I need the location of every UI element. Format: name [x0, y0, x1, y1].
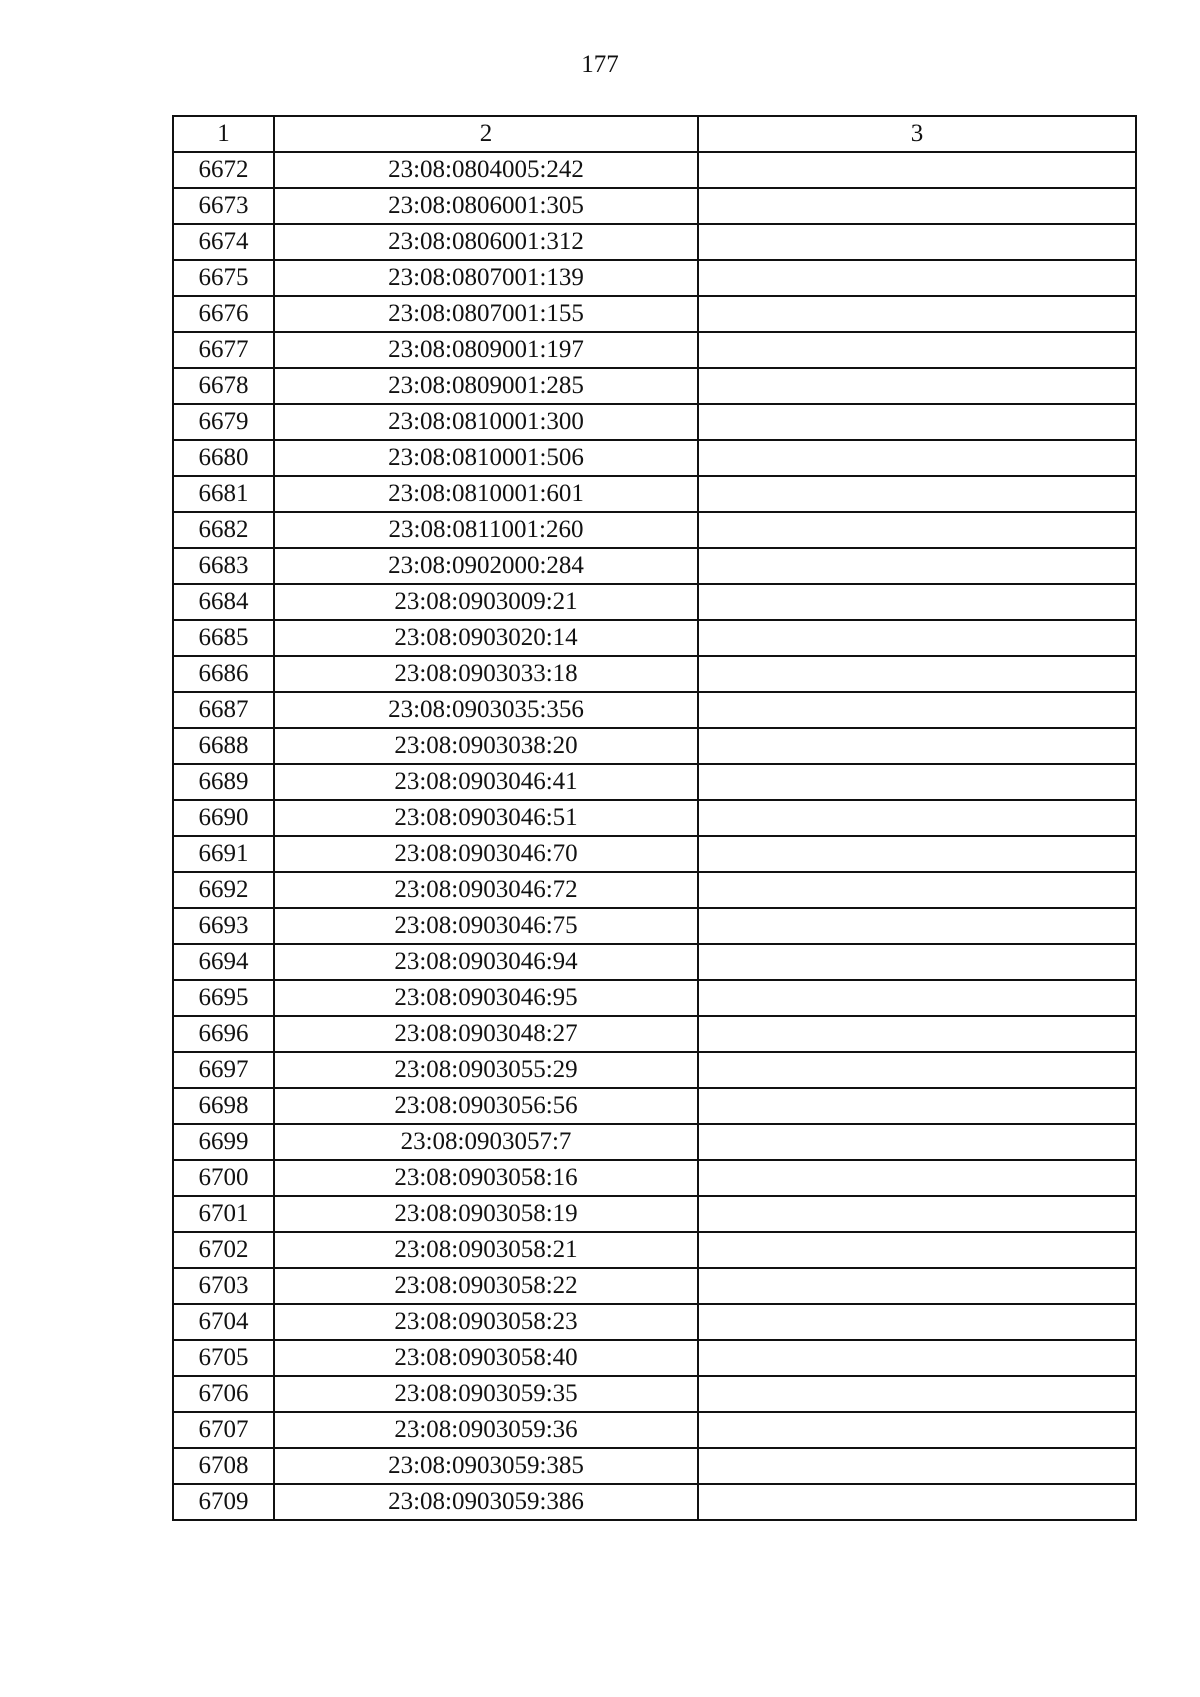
table-row — [173, 1160, 1136, 1196]
table-row — [173, 944, 1136, 980]
cadastral-number-cell: 23:08:0903020:14 — [274, 620, 698, 656]
table-row — [173, 476, 1136, 512]
note-cell — [698, 1124, 1136, 1160]
row-number-cell: 6696 — [173, 1016, 274, 1052]
row-number-cell: 6706 — [173, 1376, 274, 1412]
row-number-cell: 6676 — [173, 296, 274, 332]
note-cell — [698, 1232, 1136, 1268]
table-row — [173, 1376, 1136, 1412]
note-cell — [698, 800, 1136, 836]
note-cell — [698, 1052, 1136, 1088]
note-cell — [698, 476, 1136, 512]
cadastral-number-cell: 23:08:0903048:27 — [274, 1016, 698, 1052]
table-row — [173, 836, 1136, 872]
table-row — [173, 1232, 1136, 1268]
note-cell — [698, 1412, 1136, 1448]
cadastral-number-cell: 23:08:0903059:386 — [274, 1484, 698, 1520]
table-row — [173, 980, 1136, 1016]
cadastral-number-cell: 23:08:0903046:51 — [274, 800, 698, 836]
table-row — [173, 296, 1136, 332]
cadastral-number-cell: 23:08:0903059:385 — [274, 1448, 698, 1484]
row-number-cell: 6672 — [173, 152, 274, 188]
table-row — [173, 368, 1136, 404]
table-row — [173, 656, 1136, 692]
row-number-cell: 6683 — [173, 548, 274, 584]
table-row — [173, 1196, 1136, 1232]
table-row — [173, 800, 1136, 836]
row-number-cell: 6687 — [173, 692, 274, 728]
note-cell — [698, 656, 1136, 692]
row-number-cell: 6688 — [173, 728, 274, 764]
table-row — [173, 188, 1136, 224]
table-header-row — [173, 116, 1136, 152]
register-table — [172, 115, 1137, 1521]
note-cell — [698, 1196, 1136, 1232]
cadastral-number-cell: 23:08:0903046:70 — [274, 836, 698, 872]
cadastral-number-cell: 23:08:0903038:20 — [274, 728, 698, 764]
row-number-cell: 6692 — [173, 872, 274, 908]
note-cell — [698, 440, 1136, 476]
table-row — [173, 1304, 1136, 1340]
column-header-3: 3 — [698, 116, 1136, 152]
table-row — [173, 764, 1136, 800]
note-cell — [698, 152, 1136, 188]
table-row — [173, 1052, 1136, 1088]
row-number-cell: 6680 — [173, 440, 274, 476]
row-number-cell: 6703 — [173, 1268, 274, 1304]
row-number-cell: 6702 — [173, 1232, 274, 1268]
row-number-cell: 6708 — [173, 1448, 274, 1484]
cadastral-number-cell: 23:08:0903055:29 — [274, 1052, 698, 1088]
note-cell — [698, 584, 1136, 620]
cadastral-number-cell: 23:08:0903046:72 — [274, 872, 698, 908]
note-cell — [698, 548, 1136, 584]
table-row — [173, 1268, 1136, 1304]
row-number-cell: 6694 — [173, 944, 274, 980]
cadastral-number-cell: 23:08:0903058:16 — [274, 1160, 698, 1196]
row-number-cell: 6691 — [173, 836, 274, 872]
row-number-cell: 6693 — [173, 908, 274, 944]
note-cell — [698, 1484, 1136, 1520]
note-cell — [698, 980, 1136, 1016]
table-row — [173, 1016, 1136, 1052]
table-row — [173, 584, 1136, 620]
cadastral-number-cell: 23:08:0902000:284 — [274, 548, 698, 584]
table-row — [173, 332, 1136, 368]
note-cell — [698, 944, 1136, 980]
cadastral-number-cell: 23:08:0903058:19 — [274, 1196, 698, 1232]
table-row — [173, 872, 1136, 908]
cadastral-number-cell: 23:08:0903009:21 — [274, 584, 698, 620]
cadastral-number-cell: 23:08:0811001:260 — [274, 512, 698, 548]
cadastral-number-cell: 23:08:0810001:601 — [274, 476, 698, 512]
note-cell — [698, 728, 1136, 764]
cadastral-number-cell: 23:08:0903059:35 — [274, 1376, 698, 1412]
table-row — [173, 1124, 1136, 1160]
row-number-cell: 6674 — [173, 224, 274, 260]
cadastral-number-cell: 23:08:0903046:75 — [274, 908, 698, 944]
row-number-cell: 6678 — [173, 368, 274, 404]
table-row — [173, 440, 1136, 476]
note-cell — [698, 404, 1136, 440]
note-cell — [698, 512, 1136, 548]
cadastral-number-cell: 23:08:0903056:56 — [274, 1088, 698, 1124]
table-row — [173, 512, 1136, 548]
note-cell — [698, 1304, 1136, 1340]
register-table-container — [172, 115, 1135, 1521]
note-cell — [698, 1376, 1136, 1412]
table-row — [173, 260, 1136, 296]
row-number-cell: 6699 — [173, 1124, 274, 1160]
note-cell — [698, 296, 1136, 332]
note-cell — [698, 1448, 1136, 1484]
note-cell — [698, 872, 1136, 908]
cadastral-number-cell: 23:08:0806001:312 — [274, 224, 698, 260]
table-row — [173, 1340, 1136, 1376]
table-row — [173, 224, 1136, 260]
cadastral-number-cell: 23:08:0810001:300 — [274, 404, 698, 440]
cadastral-number-cell: 23:08:0903046:94 — [274, 944, 698, 980]
cadastral-number-cell: 23:08:0806001:305 — [274, 188, 698, 224]
note-cell — [698, 1088, 1136, 1124]
note-cell — [698, 368, 1136, 404]
note-cell — [698, 908, 1136, 944]
row-number-cell: 6682 — [173, 512, 274, 548]
table-body — [173, 152, 1136, 1520]
cadastral-number-cell: 23:08:0903046:41 — [274, 764, 698, 800]
note-cell — [698, 764, 1136, 800]
row-number-cell: 6677 — [173, 332, 274, 368]
table-row — [173, 908, 1136, 944]
table-row — [173, 692, 1136, 728]
row-number-cell: 6707 — [173, 1412, 274, 1448]
note-cell — [698, 620, 1136, 656]
table-row — [173, 728, 1136, 764]
note-cell — [698, 224, 1136, 260]
cadastral-number-cell: 23:08:0809001:197 — [274, 332, 698, 368]
row-number-cell: 6705 — [173, 1340, 274, 1376]
cadastral-number-cell: 23:08:0903046:95 — [274, 980, 698, 1016]
column-header-1: 1 — [173, 116, 274, 152]
cadastral-number-cell: 23:08:0903058:22 — [274, 1268, 698, 1304]
row-number-cell: 6709 — [173, 1484, 274, 1520]
note-cell — [698, 836, 1136, 872]
row-number-cell: 6695 — [173, 980, 274, 1016]
row-number-cell: 6681 — [173, 476, 274, 512]
page-number: 177 — [581, 51, 619, 78]
note-cell — [698, 1268, 1136, 1304]
row-number-cell: 6700 — [173, 1160, 274, 1196]
cadastral-number-cell: 23:08:0807001:139 — [274, 260, 698, 296]
row-number-cell: 6684 — [173, 584, 274, 620]
table-row — [173, 620, 1136, 656]
cadastral-number-cell: 23:08:0903033:18 — [274, 656, 698, 692]
note-cell — [698, 692, 1136, 728]
cadastral-number-cell: 23:08:0903057:7 — [274, 1124, 698, 1160]
row-number-cell: 6686 — [173, 656, 274, 692]
note-cell — [698, 188, 1136, 224]
cadastral-number-cell: 23:08:0903058:21 — [274, 1232, 698, 1268]
row-number-cell: 6685 — [173, 620, 274, 656]
note-cell — [698, 260, 1136, 296]
column-header-2: 2 — [274, 116, 698, 152]
table-row — [173, 548, 1136, 584]
cadastral-number-cell: 23:08:0804005:242 — [274, 152, 698, 188]
cadastral-number-cell: 23:08:0903059:36 — [274, 1412, 698, 1448]
cadastral-number-cell: 23:08:0903058:40 — [274, 1340, 698, 1376]
table-row — [173, 1448, 1136, 1484]
cadastral-number-cell: 23:08:0807001:155 — [274, 296, 698, 332]
cadastral-number-cell: 23:08:0810001:506 — [274, 440, 698, 476]
note-cell — [698, 1160, 1136, 1196]
note-cell — [698, 1340, 1136, 1376]
row-number-cell: 6689 — [173, 764, 274, 800]
cadastral-number-cell: 23:08:0903035:356 — [274, 692, 698, 728]
row-number-cell: 6697 — [173, 1052, 274, 1088]
table-row — [173, 1412, 1136, 1448]
cadastral-number-cell: 23:08:0809001:285 — [274, 368, 698, 404]
row-number-cell: 6673 — [173, 188, 274, 224]
note-cell — [698, 332, 1136, 368]
table-row — [173, 152, 1136, 188]
note-cell — [698, 1016, 1136, 1052]
row-number-cell: 6679 — [173, 404, 274, 440]
row-number-cell: 6698 — [173, 1088, 274, 1124]
row-number-cell: 6690 — [173, 800, 274, 836]
table-row — [173, 404, 1136, 440]
table-row — [173, 1088, 1136, 1124]
row-number-cell: 6675 — [173, 260, 274, 296]
row-number-cell: 6704 — [173, 1304, 274, 1340]
row-number-cell: 6701 — [173, 1196, 274, 1232]
table-row — [173, 1484, 1136, 1520]
cadastral-number-cell: 23:08:0903058:23 — [274, 1304, 698, 1340]
